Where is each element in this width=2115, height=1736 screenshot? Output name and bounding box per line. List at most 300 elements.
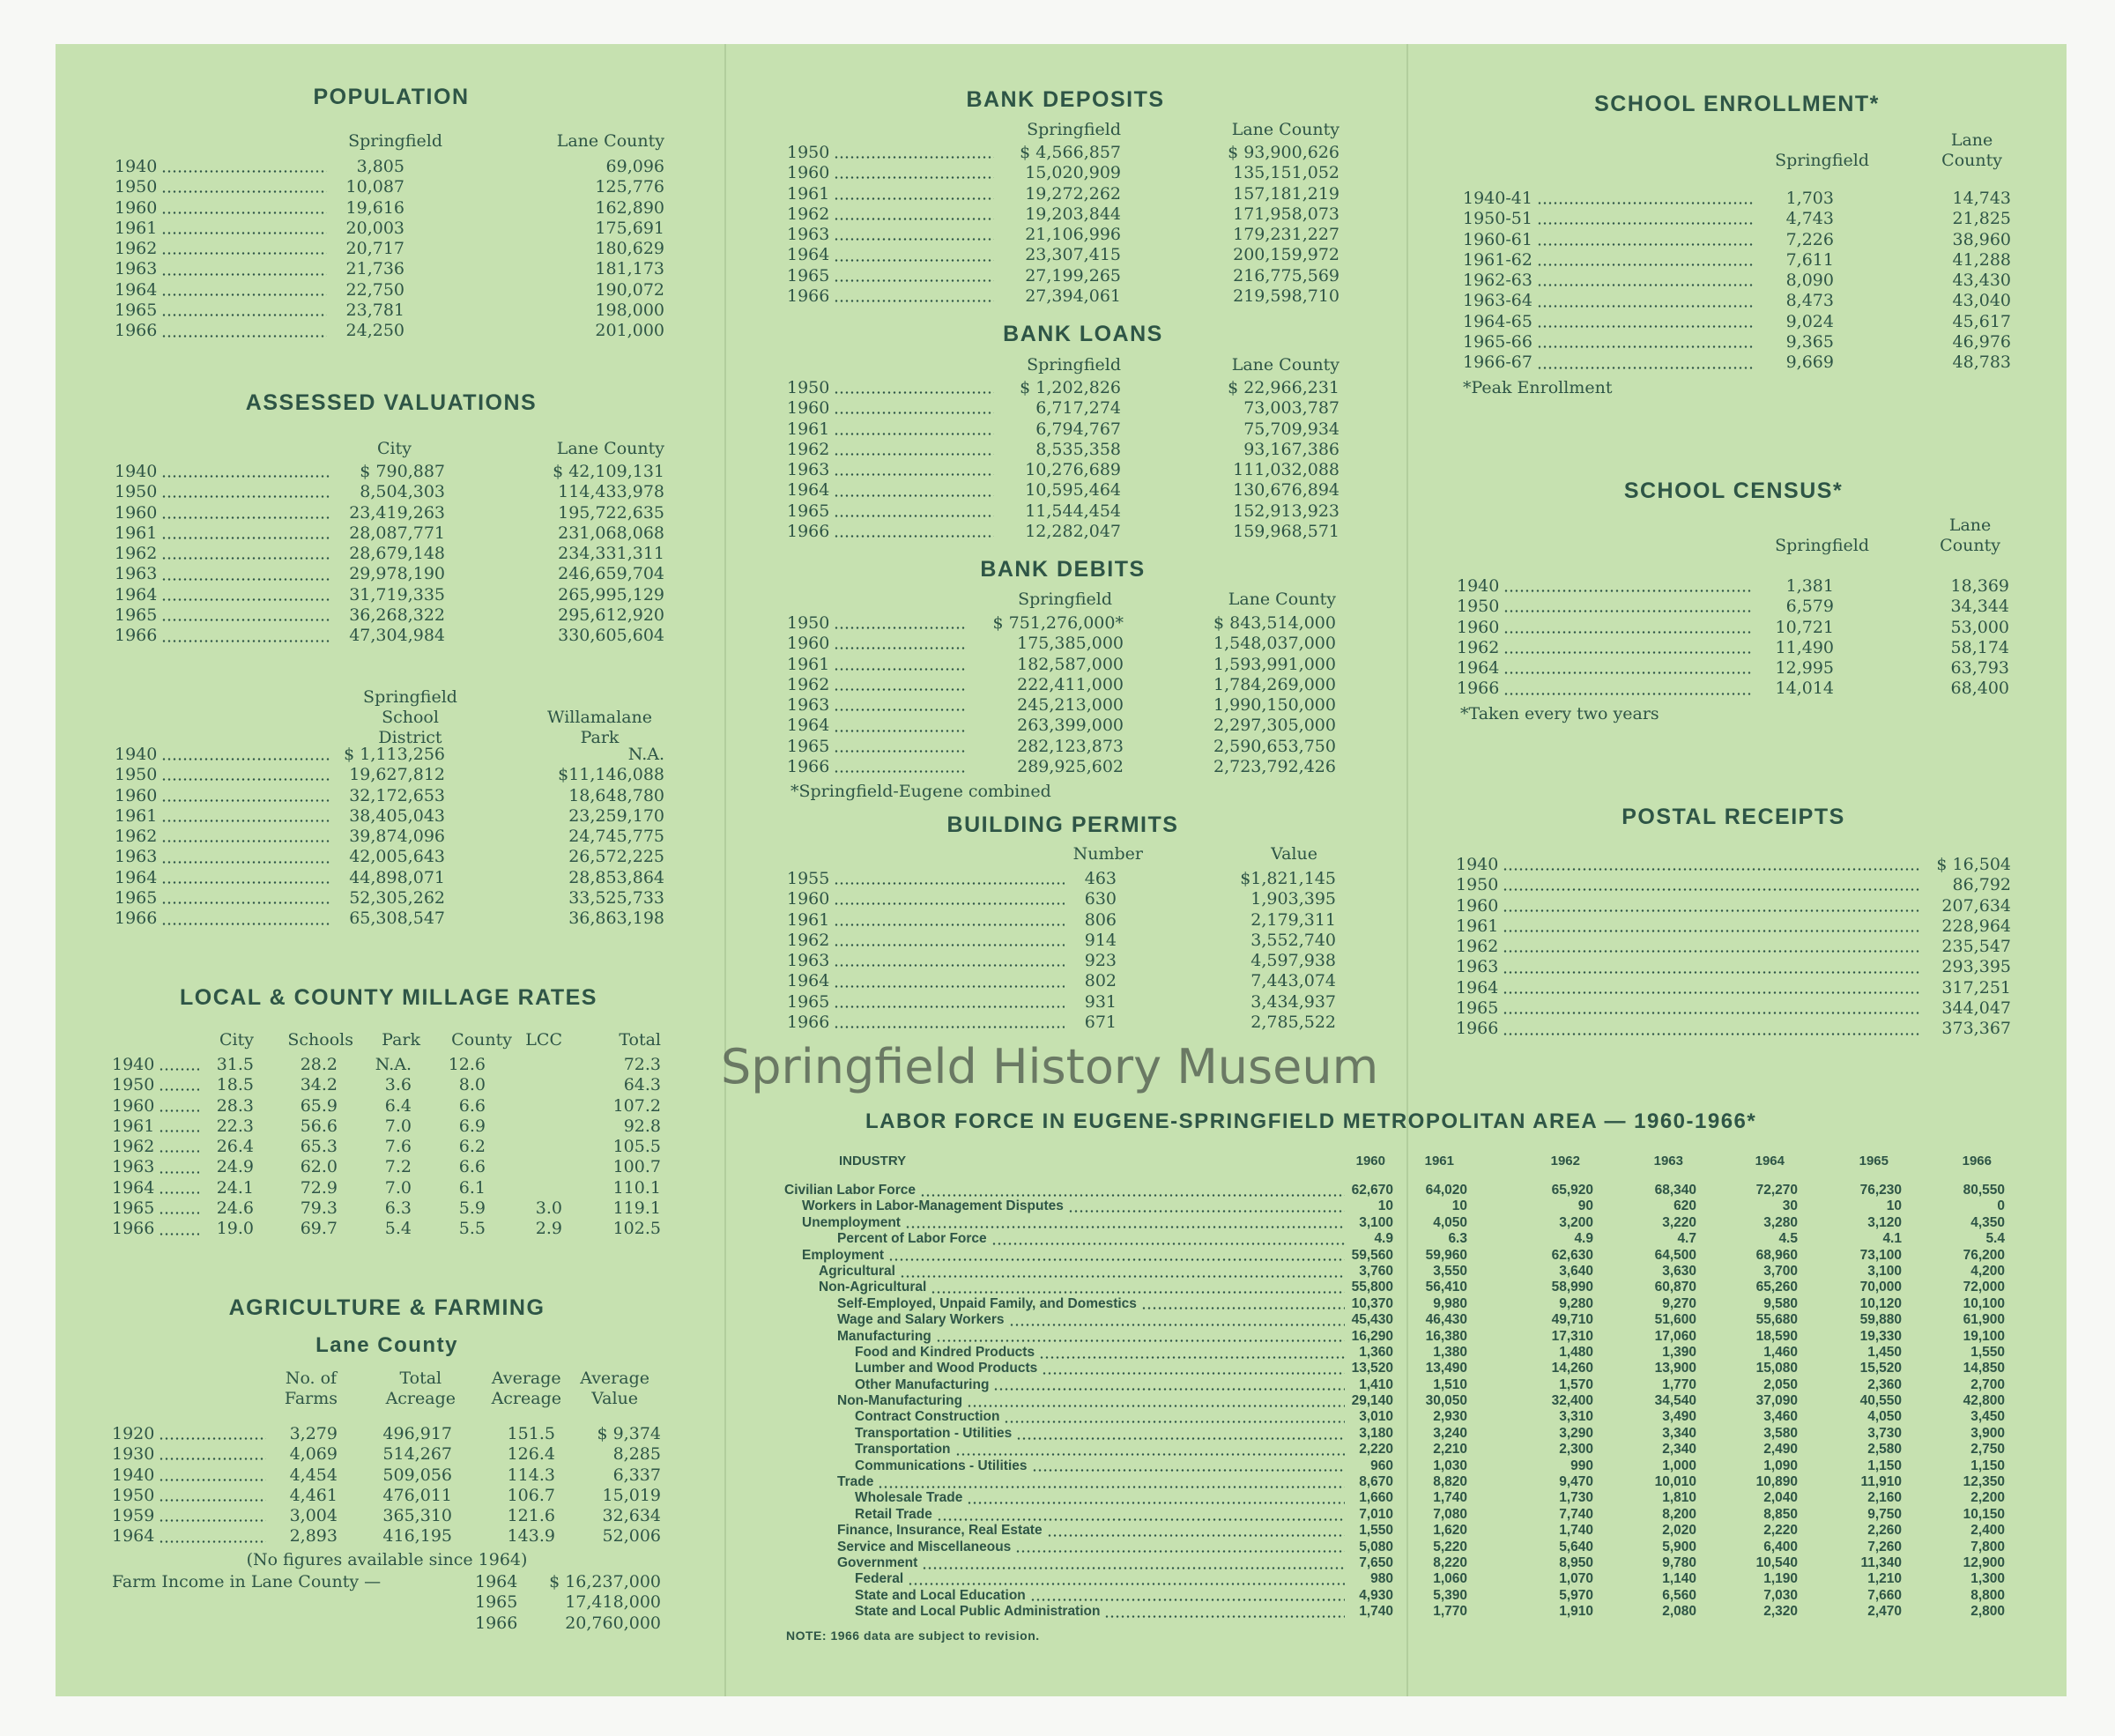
row-label-cell [1463, 332, 1758, 352]
table-cell: 18,648,780 [568, 785, 664, 805]
industry-header: INDUSTRY [839, 1154, 907, 1168]
table-cell: 65,308,547 [349, 909, 445, 929]
dot-leader [161, 170, 327, 173]
row-label-cell [1456, 998, 1923, 1019]
farm-income-value: 20,760,000 [565, 1613, 661, 1633]
row-label: 1965 [115, 300, 158, 321]
row-label-cell [115, 868, 335, 888]
table-cell: 43,040 [1952, 291, 2011, 311]
row-label-cell [112, 1178, 203, 1198]
industry-label: Wholesale Trade [855, 1490, 963, 1506]
table-cell: 28,679,148 [349, 544, 445, 564]
dot-leader [161, 758, 331, 760]
row-label-cell [787, 1013, 1068, 1033]
table-cell: 1,150 [1970, 1458, 2005, 1473]
table-cell: 7,010 [1359, 1506, 1393, 1522]
dot-leader [161, 840, 331, 842]
table-cell: 17,060 [1654, 1328, 1696, 1344]
column-header [1756, 516, 1869, 556]
table-cell: 14,743 [1952, 189, 2011, 208]
table-cell: 2.9 [535, 1219, 562, 1239]
population-table [115, 157, 664, 342]
row-label: 1966 [112, 1219, 155, 1239]
table-cell: $ 843,514,000 [1213, 613, 1336, 633]
column-header-label: City [377, 439, 412, 458]
dot-leader [161, 640, 331, 642]
farm-income-value: 17,418,000 [565, 1592, 661, 1613]
column-header-label: Springfield [1018, 590, 1112, 609]
table-cell: 65.9 [300, 1095, 338, 1116]
header-spacer [115, 131, 330, 152]
industry-label-cell [784, 1183, 1348, 1198]
row-label-cell [115, 626, 335, 646]
table-cell: 2,340 [1662, 1442, 1696, 1458]
table-cell: 23,307,415 [1025, 245, 1121, 265]
header-spacer [787, 120, 998, 140]
row-label-cell [115, 219, 330, 239]
column-header [1121, 120, 1340, 140]
table-cell: 73,100 [1859, 1247, 1902, 1263]
table-cell: 102.5 [612, 1219, 661, 1239]
table-cell: 32,634 [602, 1506, 661, 1526]
table-cell: 7,443,074 [1250, 971, 1336, 991]
dot-leader [161, 820, 331, 822]
table-cell: 3,180 [1359, 1425, 1393, 1441]
dot-leader [955, 1453, 1345, 1456]
dot-leader [931, 1291, 1345, 1294]
industry-label-cell [784, 1296, 1348, 1312]
table-cell: 135,151,052 [1233, 163, 1340, 183]
table-cell: 52,305,262 [349, 888, 445, 909]
table-cell: 9,580 [1763, 1295, 1798, 1311]
table-cell: 6,337 [612, 1465, 661, 1485]
table-cell: 195,722,635 [558, 502, 664, 523]
row-label-cell [787, 613, 968, 634]
table-cell: 3,550 [1433, 1263, 1467, 1279]
table-cell: 6,400 [1763, 1539, 1798, 1554]
row-label-cell [115, 585, 335, 605]
row-label-cell [787, 522, 998, 542]
row-label-cell [112, 1096, 203, 1117]
dot-leader [834, 535, 994, 538]
column-header-label: Lane County [556, 439, 664, 458]
row-label: 1966 [787, 1013, 830, 1033]
table-cell: 6,560 [1662, 1587, 1696, 1603]
table-cell: 38,960 [1952, 229, 2011, 249]
table-cell: 76,230 [1859, 1183, 1902, 1198]
table-cell: 3,640 [1559, 1263, 1593, 1279]
table-cell: 3,460 [1763, 1409, 1798, 1425]
dot-leader [161, 881, 331, 884]
table-cell: 79.3 [300, 1198, 338, 1219]
row-label-cell [1457, 658, 1756, 679]
row-label: 1963 [115, 259, 158, 279]
row-label-cell [787, 634, 968, 654]
row-label: 1964 [115, 867, 158, 887]
dot-leader [159, 1499, 266, 1502]
table-cell: 2,220 [1359, 1442, 1393, 1458]
table-cell: 228,964 [1941, 916, 2011, 936]
table-cell: 2,297,305,000 [1213, 716, 1336, 736]
table-cell: 26.4 [216, 1137, 254, 1157]
table-cell: 914 [1084, 930, 1117, 950]
table-cell: 56.6 [300, 1116, 338, 1136]
dot-leader [161, 861, 331, 864]
table-cell: 16,290 [1351, 1328, 1393, 1344]
dot-leader [1537, 284, 1755, 286]
table-cell: 1,620 [1433, 1523, 1467, 1539]
table-cell: 4,597,938 [1250, 951, 1336, 971]
dot-leader [900, 1275, 1345, 1278]
row-label-cell [787, 869, 1068, 889]
row-label: 1964 [787, 245, 830, 265]
bank-debits-table [787, 613, 1336, 777]
row-label: 1964 [787, 971, 830, 991]
industry-label: Retail Trade [855, 1506, 932, 1522]
header-spacer [112, 1030, 203, 1050]
dot-leader [1503, 909, 1919, 912]
table-cell: 2,020 [1662, 1523, 1696, 1539]
dot-leader [834, 433, 994, 435]
table-cell: $ 4,566,857 [1020, 143, 1121, 162]
table-cell: 17,310 [1551, 1328, 1593, 1344]
row-label: 1955 [787, 869, 830, 888]
table-cell: 32,172,653 [349, 785, 445, 805]
dot-leader [905, 1226, 1345, 1228]
table-cell: 53,000 [1950, 617, 2009, 637]
table-cell: 6.6 [458, 1095, 486, 1116]
dot-leader [834, 750, 965, 753]
row-label-cell [112, 1157, 203, 1177]
row-label: 1950-51 [1463, 209, 1532, 229]
industry-label: Percent of Labor Force [837, 1231, 987, 1247]
row-label-cell [112, 1506, 270, 1526]
table-cell: 2,080 [1662, 1604, 1696, 1620]
table-cell: 990 [1570, 1458, 1593, 1473]
dot-leader [159, 1088, 199, 1091]
table-cell: 630 [1084, 889, 1117, 909]
table-cell: 10,276,689 [1025, 460, 1121, 480]
row-label-cell [787, 163, 998, 183]
column-header-label: No. of Farms [284, 1369, 338, 1408]
table-cell: 182,587,000 [1017, 654, 1124, 674]
industry-label: Agricultural [819, 1263, 895, 1279]
dot-leader [834, 473, 994, 476]
dot-leader [1503, 971, 1919, 974]
table-cell: 65,260 [1755, 1280, 1798, 1295]
labor-force-header [784, 1153, 2005, 1170]
table-cell: 28.3 [216, 1095, 254, 1116]
row-label: 1964 [112, 1526, 155, 1547]
table-cell: 28,853,864 [568, 867, 664, 887]
row-label: 1966 [115, 321, 158, 341]
table-cell: 8,090 [1785, 271, 1834, 291]
bank-debits-header [787, 590, 1336, 610]
table-cell: 1,510 [1433, 1376, 1467, 1392]
column-header [335, 687, 457, 748]
table-cell: 55,800 [1351, 1280, 1393, 1295]
dot-leader [161, 578, 331, 581]
table-cell: 68,960 [1755, 1247, 1798, 1263]
dot-leader [920, 1194, 1345, 1197]
table-cell: 1,810 [1662, 1490, 1696, 1506]
table-cell: 86,792 [1952, 875, 2011, 895]
industry-label: Federal [855, 1571, 904, 1587]
dot-leader [834, 1026, 1065, 1028]
dot-leader [1503, 950, 1919, 953]
table-cell: 3,805 [356, 157, 404, 176]
table-cell: 222,411,000 [1017, 674, 1124, 694]
building-permits-title: BUILDING PERMITS [946, 812, 1179, 837]
row-label-cell [112, 1075, 203, 1095]
table-cell: 1,060 [1433, 1571, 1467, 1587]
table-cell: 2,400 [1970, 1523, 2005, 1539]
table-cell: 4.9 [1574, 1231, 1593, 1247]
population-title: POPULATION [313, 85, 470, 109]
row-label: 1963 [115, 847, 158, 867]
table-cell: 62.0 [300, 1157, 338, 1177]
dot-leader [161, 475, 331, 478]
dot-leader [159, 1212, 199, 1214]
row-label: 1962 [1456, 937, 1499, 957]
table-cell: $ 93,900,626 [1228, 143, 1340, 162]
table-cell: 171,958,073 [1233, 204, 1340, 224]
table-cell: 11,910 [1860, 1474, 1902, 1490]
bank-deposits-title: BANK DEPOSITS [966, 87, 1165, 112]
table-cell: $11,146,088 [558, 765, 664, 785]
dot-leader [1039, 1356, 1345, 1359]
dot-leader [159, 1109, 199, 1112]
table-cell: 2,160 [1867, 1490, 1902, 1506]
table-cell: 100.7 [612, 1157, 661, 1177]
millage-rates-header [112, 1030, 661, 1050]
dot-leader [161, 778, 331, 781]
column-header [998, 355, 1121, 375]
column-header-label: Value [1271, 844, 1317, 864]
table-cell: 216,775,569 [1233, 265, 1340, 286]
table-cell: 7,260 [1867, 1539, 1902, 1554]
dot-leader [1030, 1599, 1345, 1601]
dot-leader [1016, 1437, 1345, 1440]
table-cell: 3,450 [1970, 1409, 2005, 1425]
row-label: 1959 [112, 1506, 155, 1526]
dot-leader [1537, 345, 1755, 348]
table-cell: 3,580 [1763, 1425, 1798, 1441]
table-cell: 7,611 [1785, 249, 1834, 270]
dot-leader [834, 279, 994, 282]
table-cell: 4,743 [1785, 209, 1834, 229]
row-label: 1960 [115, 785, 158, 805]
table-cell: 6.9 [458, 1116, 486, 1136]
row-label-cell [115, 198, 330, 219]
row-label: 1964 [112, 1177, 155, 1198]
year-header [1798, 1153, 1902, 1170]
row-label-cell [115, 544, 335, 564]
school-census-table [1457, 576, 2009, 700]
row-label-cell [787, 225, 998, 245]
row-label-cell [787, 184, 998, 204]
dot-leader [1503, 631, 1753, 634]
industry-label: Wage and Salary Workers [837, 1312, 1005, 1328]
column-header-label: Park [382, 1030, 420, 1050]
row-label-cell [787, 398, 998, 419]
industry-label: Contract Construction [855, 1409, 1000, 1425]
table-cell: 265,995,129 [558, 584, 664, 605]
industry-label-cell [784, 1555, 1348, 1571]
table-cell: 10,120 [1859, 1295, 1902, 1311]
column-header [1121, 355, 1340, 375]
table-cell: N.A. [627, 745, 664, 764]
school-enrollment-table [1463, 189, 2011, 374]
dot-leader [967, 1502, 1345, 1504]
dot-leader [159, 1171, 199, 1174]
row-label: 1950 [115, 482, 158, 502]
farm-income-year: 1964 [475, 1572, 518, 1591]
table-cell: 1,740 [1559, 1523, 1593, 1539]
industry-label: State and Local Education [855, 1587, 1026, 1603]
labor-force-title: LABOR FORCE IN EUGENE-SPRINGFIELD METROPOLITAN AREA — 1960-1966* [865, 1109, 1757, 1133]
bank-loans-header [787, 355, 1340, 375]
table-cell: 106.7 [507, 1485, 555, 1505]
dot-leader [834, 1005, 1065, 1008]
table-cell: 41,288 [1952, 249, 2011, 270]
industry-label-cell [784, 1507, 1348, 1523]
dot-leader [937, 1518, 1345, 1521]
column-header [445, 687, 664, 748]
column-header-label: Lane County [556, 131, 664, 151]
table-cell: 10,370 [1351, 1295, 1393, 1311]
row-label: 1966 [787, 286, 830, 307]
table-cell: 7,800 [1970, 1539, 2005, 1554]
table-cell: 3,240 [1433, 1425, 1467, 1441]
table-cell: 1,140 [1662, 1571, 1696, 1587]
column-header [1758, 130, 1869, 171]
table-cell: 105.5 [612, 1137, 661, 1157]
column-header-label: Total Acreage [385, 1369, 456, 1408]
dot-leader [1068, 1210, 1345, 1213]
table-cell: 231,068,068 [558, 523, 664, 543]
postal-receipts-table [1456, 855, 2011, 1040]
table-cell: 19,616 [345, 197, 404, 218]
table-cell: 4,461 [289, 1485, 338, 1505]
row-label: 1963 [787, 695, 830, 716]
table-cell: 7,226 [1785, 229, 1834, 249]
table-cell: 6.2 [458, 1137, 486, 1157]
row-label: 1960 [1457, 617, 1500, 637]
row-label: 1940 [1456, 855, 1499, 874]
table-cell: 3.6 [384, 1075, 412, 1095]
dot-leader [1009, 1324, 1345, 1326]
table-cell: 3,490 [1662, 1409, 1696, 1425]
industry-label: Transportation [855, 1442, 951, 1458]
row-label-cell [787, 695, 968, 716]
table-cell: 2,300 [1559, 1442, 1593, 1458]
table-cell: 671 [1084, 1013, 1117, 1033]
row-label: 1960 [115, 502, 158, 523]
table-cell: 15,080 [1755, 1361, 1798, 1376]
table-cell: 2,785,522 [1250, 1013, 1336, 1033]
industry-label: Government [837, 1554, 918, 1570]
bank-deposits-header [787, 120, 1340, 140]
dot-leader [159, 1068, 199, 1071]
table-cell: 29,140 [1351, 1393, 1393, 1409]
table-cell: 10,890 [1755, 1474, 1798, 1490]
dot-leader [1104, 1615, 1345, 1618]
table-cell: 34,344 [1950, 597, 2009, 617]
farm-income-year: 1966 [475, 1613, 518, 1633]
industry-label-cell [784, 1345, 1348, 1361]
dot-leader [834, 627, 965, 629]
industry-label-cell [784, 1248, 1348, 1264]
table-cell: 19.0 [216, 1219, 254, 1239]
table-cell: 1,784,269,000 [1213, 674, 1336, 694]
row-label-cell [115, 523, 335, 544]
row-label-cell [1457, 638, 1756, 658]
table-cell: 3,552,740 [1250, 930, 1336, 950]
dot-leader [159, 1437, 266, 1440]
row-label-cell [115, 847, 335, 867]
row-label: 1963 [112, 1157, 155, 1177]
table-cell: 7,030 [1763, 1587, 1798, 1603]
column-header [254, 1030, 353, 1050]
table-cell: 5,080 [1359, 1539, 1393, 1554]
table-cell: 11,544,454 [1025, 501, 1121, 521]
table-cell: 9,024 [1785, 311, 1834, 331]
table-cell: 9,780 [1662, 1554, 1696, 1570]
table-cell: 4,930 [1359, 1587, 1393, 1603]
dot-leader [834, 902, 1065, 905]
table-cell: 2,260 [1867, 1523, 1902, 1539]
table-cell: 3,900 [1970, 1425, 2005, 1441]
row-label: 1965 [787, 265, 830, 286]
industry-label: Manufacturing [837, 1328, 931, 1344]
dot-leader [159, 1540, 266, 1543]
column-header-label: Willamalane Park [547, 708, 652, 747]
table-cell: 9,980 [1433, 1295, 1467, 1311]
column-header [338, 1369, 456, 1409]
table-cell: 1,390 [1662, 1344, 1696, 1360]
row-label: 1960 [787, 889, 830, 909]
row-label: 1950 [112, 1075, 155, 1095]
table-cell: 1,770 [1433, 1604, 1467, 1620]
table-cell: 8,285 [612, 1444, 661, 1465]
table-cell: 12.6 [448, 1055, 486, 1074]
row-label: 1940-41 [1463, 189, 1532, 208]
dot-leader [161, 495, 331, 498]
table-cell: 7.6 [384, 1137, 412, 1157]
population-header [115, 131, 664, 152]
agriculture-header [112, 1369, 661, 1409]
row-label: 1964 [787, 480, 830, 501]
table-cell: 4.9 [1374, 1231, 1393, 1247]
year-header [1393, 1153, 1467, 1170]
row-label-cell [787, 971, 1068, 991]
table-cell: 1,450 [1867, 1344, 1902, 1360]
dot-leader [161, 598, 331, 601]
table-cell: $ 1,113,256 [344, 745, 445, 764]
table-cell: 1,460 [1763, 1344, 1798, 1360]
table-cell: 4.7 [1677, 1231, 1696, 1247]
row-label-cell [1456, 937, 1923, 957]
table-cell: 119.1 [612, 1198, 661, 1219]
row-label: 1965 [787, 991, 830, 1012]
dot-leader [993, 1388, 1345, 1391]
table-cell: 1,480 [1559, 1344, 1593, 1360]
dot-leader [161, 557, 331, 560]
row-label: 1961 [787, 909, 830, 930]
dot-leader [834, 668, 965, 671]
table-cell: 64.3 [623, 1075, 661, 1095]
